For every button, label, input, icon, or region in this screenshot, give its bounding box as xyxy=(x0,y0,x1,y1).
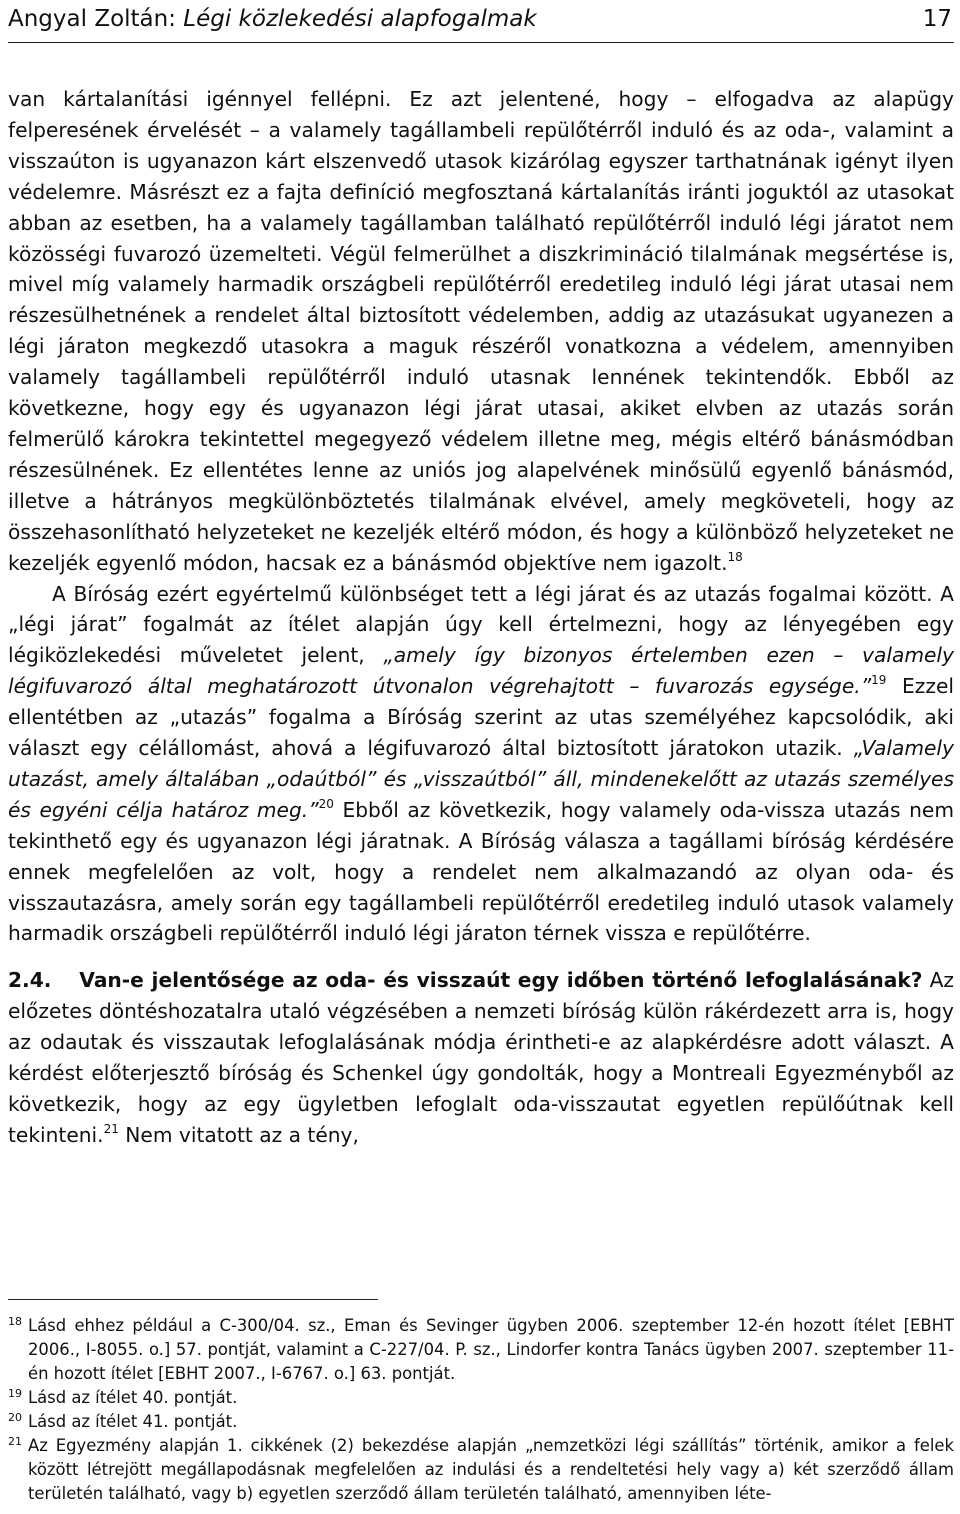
footnote-text: Lásd ehhez például a C-300/04. sz., Eman és Sevinger ügyben 2006. szeptember 12-én hozott ítélet [EBHT 2006., I-8055. o.] 57. pontját, valamint a C-227/04. P. sz., Lindorfer kontra Tanács ügyben 2007. szeptember 11-én hozott ítélet [EBHT 2007., I-6767. o.] 63. pontját. xyxy=(28,1316,954,1383)
footnotes xyxy=(8,1314,954,1506)
quote-flight-definition: „amely így bizonyos értelemben ezen – valamely légifuvarozó által meghatározott útvonalon végrehajtott – fuvarozás egysége.” xyxy=(8,643,954,699)
header-title: Légi közlekedési alapfogalmak xyxy=(183,6,537,32)
paragraph-2 xyxy=(8,579,954,950)
paragraph-2-text-a: A Bíróság ezért egyértelmű különbséget tett a légi járat és az utazás fogalmai között. A „légi járat” fogalmát az ítélet alapján úgy kell értelmezni, hogy az lényegében egy légiközlekedési műveletet jelent, xyxy=(8,581,954,668)
header-author: Angyal Zoltán: xyxy=(8,6,184,32)
footnote-text: Lásd az ítélet 40. pontját. xyxy=(28,1388,238,1407)
footnote-ref-20[interactable]: 20 xyxy=(318,796,334,811)
page-header xyxy=(8,2,954,43)
paragraph-3 xyxy=(8,965,954,1150)
footnote-text: Az Egyezmény alapján 1. cikkének (2) bekezdése alapján „nemzetközi légi szállítás” történik, amikor a felek között létrejött megállapodásnak megfelelően az indulási és a rendeltetési hely vagy a) két szerződő állam területén található, vagy b) egyetlen szerződő állam területén található, amennyiben léte- xyxy=(28,1436,954,1503)
footnote-ref-18[interactable]: 18 xyxy=(727,549,743,564)
paragraph-1-text: van kártalanítási igénnyel fellépni. Ez azt jelentené, hogy – elfogadva az alapügy felperesének érvelését – a valamely tagállambeli repülőtérről induló és az oda-, valamint a visszaúton is ugyanazon kárt elszenvedő utasok kizárólag egyszer tarthatnának igényt ilyen védelemre. Másrészt ez a fajta definíció megfosztaná kártalanítás iránti joguktól az utasokat abban az esetben, ha a valamely tagállamban található repülőtérről induló légi járatot nem közösségi fuvarozó üzemelteti. Végül felmerülhet a diszkrimináció tilalmának megsértése is, mivel míg valamely harmadik országbeli repülőtérről eredetileg induló légi járat utasai nem részesülhetnének a rendelet által biztosított védelemben, addig az utazásukat ugyanezen a légi járaton megkezdő utasokra a maguk részéről vonatkozna a védelem, amennyiben valamely tagállambeli repülőtérről induló utasnak lennének tekintendők. Ebből az következne, hogy egy és ugyanazon légi járat utasai, akiket elvben az utazás során felmerülő károkra tekintettel megegyező védelem illetne meg, mégis eltérő bánásmódban részesülnének. Ez ellentétes lenne az uniós jog alapelvének minősülű egyenlő bánásmód, illetve a hátrányos megkülönböztetés tilalmának elvével, amely megköveteli, hogy az összehasonlítható helyzeteket ne kezeljék eltérő módon, és hogy a különböző helyzeteket ne kezeljék egyenlő módon, hacsak ez a bánásmód objektíve nem igazolt. xyxy=(8,87,954,575)
paragraph-3-text-a: Az előzetes döntéshozatalra utaló végzésében a nemzeti bíróság külön rákérdezett arra is, hogy az odautak és visszautak lefoglalásának módja érintheti-e az alapkérdésre adott választ. A kérdést előterjesztő bíróság és Schenkel úgy gondolták, hogy a Montreali Egyezményből az következik, hogy az egy ügyletben lefoglalt oda-visszautat egyetlen repülőútnak kell tekinteni. xyxy=(8,968,954,1147)
page-number: 17 xyxy=(922,6,952,32)
body-text xyxy=(8,84,954,1151)
footnote-21 xyxy=(8,1434,954,1506)
section-spacer xyxy=(8,949,954,965)
paragraph-2-text-c: Ebből az következik, hogy valamely oda-vissza utazás nem tekinthető egy és ugyanazon légi járatnak. A Bíróság válasza a tagállami bíróság kérdésére ennek megfelelően az volt, hogy a rendelet nem alkalmazandó az olyan oda- és visszautazásra, amely során egy tagállambeli repülőtérről eredetileg induló utasok valamely harmadik országbeli repülőtérről induló légi járaton térnek vissza e repülőtérre. xyxy=(8,797,954,946)
paragraph-1 xyxy=(8,84,954,579)
footnote-number: 21 xyxy=(8,1435,22,1448)
footnote-number: 19 xyxy=(8,1387,22,1400)
quote-journey-definition: „Valamely utazást, amely általában „odaútból” és „visszaútból” áll, mindenekelőtt az utazás személyes és egyéni célja határoz meg.” xyxy=(8,736,954,822)
footnote-18 xyxy=(8,1314,954,1386)
footnote-19 xyxy=(8,1386,954,1410)
paragraph-3-text-b: Nem vitatott az a tény, xyxy=(118,1122,359,1147)
footnote-text: Lásd az ítélet 41. pontját. xyxy=(28,1412,238,1431)
section-heading-2-4: 2.4. Van-e jelentősége az oda- és visszaút egy időben történő lefoglalásának? xyxy=(8,968,923,993)
footnote-separator xyxy=(8,1299,378,1300)
paragraph-2-text-b: Ezzel ellentétben az „utazás” fogalma a Bíróság szerint az utas személyéhez kapcsolódik, aki választ egy célállomást, ahová a légifuvarozó által biztosított járatokon utazik. xyxy=(8,674,954,761)
footnote-ref-21[interactable]: 21 xyxy=(103,1121,119,1136)
footnote-number: 18 xyxy=(8,1315,22,1328)
footnote-number: 20 xyxy=(8,1411,22,1424)
footnote-ref-19[interactable]: 19 xyxy=(871,673,887,688)
footnote-20 xyxy=(8,1410,954,1434)
